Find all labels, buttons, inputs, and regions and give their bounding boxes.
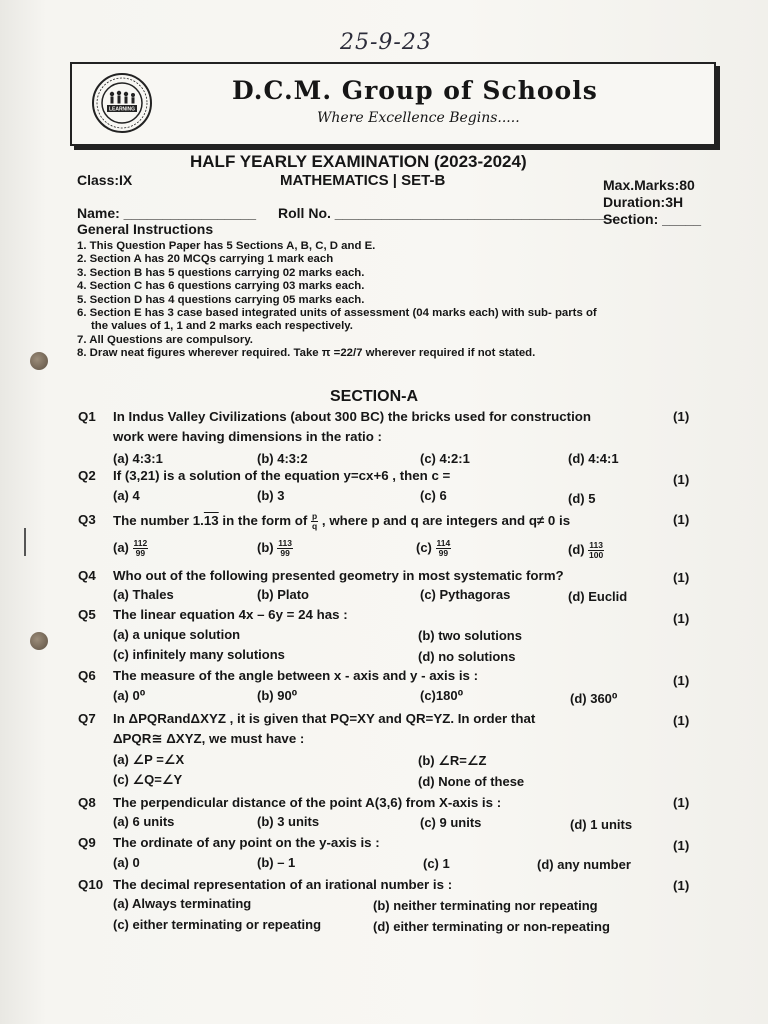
- school-logo-icon: [82, 72, 162, 134]
- roll-number-field: Roll No. ____________________________________: [278, 205, 616, 221]
- question-text: If (3,21) is a solution of the equation y=cx+6 , then c =: [113, 468, 451, 483]
- option: (b) $\frac{113}{99}$: [257, 538, 292, 558]
- question-text: The linear equation 4x – 6y = 24 has :: [113, 607, 348, 622]
- instructions-list: [77, 240, 717, 361]
- option: (c) either terminating or repeating: [113, 917, 322, 932]
- instruction-item: 4. Section C has 6 questions carrying 03 marks each.: [77, 280, 365, 293]
- instruction-item: 5. Section D has 4 questions carrying 05 marks each.: [77, 293, 365, 306]
- option: (a) ∠P =∠X: [113, 752, 185, 767]
- question-marks: (1): [673, 570, 690, 585]
- instruction-item: 7. All Questions are compulsory.: [77, 333, 253, 346]
- option: (d) 5: [568, 491, 596, 506]
- option: (d) either terminating or non-repeating: [373, 919, 610, 934]
- instruction-item: 1. This Question Paper has 5 Sections A, B, C, D and E.: [77, 240, 376, 252]
- option: (c) $\frac{114}{99}$: [416, 538, 451, 558]
- option: (b) 90⁰: [257, 688, 298, 703]
- question-text: The ordinate of any point on the y-axis is :: [113, 835, 380, 850]
- question-text: The number 1.13 in the form of $\frac{p}{q}$ , where p and q are integers and q≠ 0 is: [113, 511, 571, 531]
- question-text: work were having dimensions in the ratio :: [113, 429, 382, 444]
- pencil-mark: [24, 528, 26, 556]
- option: (d) $\frac{113}{100}$: [568, 540, 604, 560]
- section-title: SECTION-A: [330, 388, 418, 405]
- instruction-item: 6. Section E has 3 case based integrated units of assessment (04 marks each) with sub- parts of: [77, 307, 597, 320]
- question-marks: (1): [673, 795, 690, 810]
- instruction-item: the values of 1, 1 and 2 marks each respectively.: [91, 320, 353, 333]
- option: (b) neither terminating nor repeating: [373, 898, 598, 913]
- question-text: ΔPQR≅ ΔXYZ, we must have :: [113, 731, 305, 746]
- punch-hole: [30, 632, 48, 650]
- option: (a) $\frac{112}{99}$: [113, 538, 148, 558]
- question-number: Q6: [78, 668, 96, 683]
- option: (d) None of these: [418, 774, 525, 789]
- option: (d) no solutions: [418, 649, 516, 664]
- handwritten-date: 25-9-23: [340, 30, 432, 55]
- option: (b) 4:3:2: [257, 451, 308, 466]
- question-marks: (1): [673, 713, 690, 728]
- option: (a) 0: [113, 855, 140, 870]
- option: (b) two solutions: [418, 628, 522, 643]
- option: (d) 4:4:1: [568, 451, 619, 466]
- question-number: Q5: [78, 607, 96, 622]
- school-tagline: Where Excellence Begins.....: [317, 110, 520, 126]
- exam-title: HALF YEARLY EXAMINATION (2023-2024): [190, 152, 527, 171]
- question-number: Q8: [78, 795, 96, 810]
- question-marks: (1): [673, 673, 690, 688]
- option: (a) 0⁰: [113, 688, 146, 703]
- school-header: [70, 62, 716, 146]
- option: (a) 4:3:1: [113, 451, 163, 466]
- question-marks: (1): [673, 512, 690, 527]
- question-number: Q2: [78, 468, 96, 483]
- option: (c)180⁰: [420, 688, 464, 703]
- question-marks: (1): [673, 472, 690, 487]
- repeating-digits: 13: [203, 513, 219, 529]
- max-marks: Max.Marks:80: [603, 177, 695, 193]
- option: (d) 360⁰: [570, 691, 618, 706]
- fraction-p-over-q: $\frac{p}{q}$: [312, 511, 318, 531]
- question-number: Q9: [78, 835, 96, 850]
- option: (c) Pythagoras: [420, 587, 511, 602]
- question-number: Q7: [78, 711, 96, 726]
- option: (a) 6 units: [113, 814, 175, 829]
- instruction-item: 8. Draw neat figures wherever required. Take π =22/7 wherever required if not stated.: [77, 347, 536, 360]
- name-field: Name: _________________: [77, 205, 257, 221]
- instruction-item: 2. Section A has 20 MCQs carrying 1 mark each: [77, 253, 334, 266]
- instructions-title: General Instructions: [77, 221, 214, 237]
- question-text: In Indus Valley Civilizations (about 300 BC) the bricks used for construction: [113, 409, 592, 424]
- option: (b) 3 units: [257, 814, 320, 829]
- class-label: Class:IX: [77, 172, 133, 188]
- option: (c) 1: [423, 856, 450, 871]
- option: (c) infinitely many solutions: [113, 647, 285, 662]
- question-marks: (1): [673, 611, 690, 626]
- logo-center-text: LEARNING: [108, 106, 136, 113]
- option: (a) a unique solution: [113, 627, 241, 642]
- option: (a) Thales: [113, 587, 174, 602]
- duration: Duration:3H: [603, 194, 684, 210]
- question-number: Q1: [78, 409, 96, 424]
- option: (c) 9 units: [420, 815, 482, 830]
- question-number: Q10: [78, 877, 104, 892]
- option: (b) – 1: [257, 855, 296, 870]
- question-marks: (1): [673, 409, 690, 424]
- option: (b) 3: [257, 488, 285, 503]
- school-name: D.C.M. Group of Schools: [232, 76, 598, 105]
- option: (d) 1 units: [570, 817, 633, 832]
- option: (d) any number: [537, 857, 631, 872]
- instruction-item: 3. Section B has 5 questions carrying 02 marks each.: [77, 266, 365, 279]
- option: (b) Plato: [257, 587, 309, 602]
- option: (c) 4:2:1: [420, 451, 470, 466]
- option: (c) 6: [420, 488, 447, 503]
- question-marks: (1): [673, 838, 690, 853]
- question-text: The perpendicular distance of the point A(3,6) from X-axis is :: [113, 795, 502, 810]
- question-number: Q3: [78, 512, 96, 527]
- option: (c) ∠Q=∠Y: [113, 772, 183, 787]
- question-text: Who out of the following presented geometry in most systematic form?: [113, 568, 564, 583]
- question-text: In ΔPQRandΔXYZ , it is given that PQ=XY and QR=YZ. In order that: [113, 711, 536, 726]
- question-number: Q4: [78, 568, 96, 583]
- option: (d) Euclid: [568, 589, 628, 604]
- question-marks: (1): [673, 878, 690, 893]
- section-field: Section: _____: [603, 211, 702, 227]
- option: (a) 4: [113, 488, 140, 503]
- exam-subject: MATHEMATICS | SET-B: [280, 172, 446, 189]
- punch-hole: [30, 352, 48, 370]
- option: (a) Always terminating: [113, 896, 252, 911]
- option: (b) ∠R=∠Z: [418, 753, 487, 768]
- question-text: The measure of the angle between x - axis and y - axis is :: [113, 668, 479, 683]
- question-text: The decimal representation of an irational number is :: [113, 877, 453, 892]
